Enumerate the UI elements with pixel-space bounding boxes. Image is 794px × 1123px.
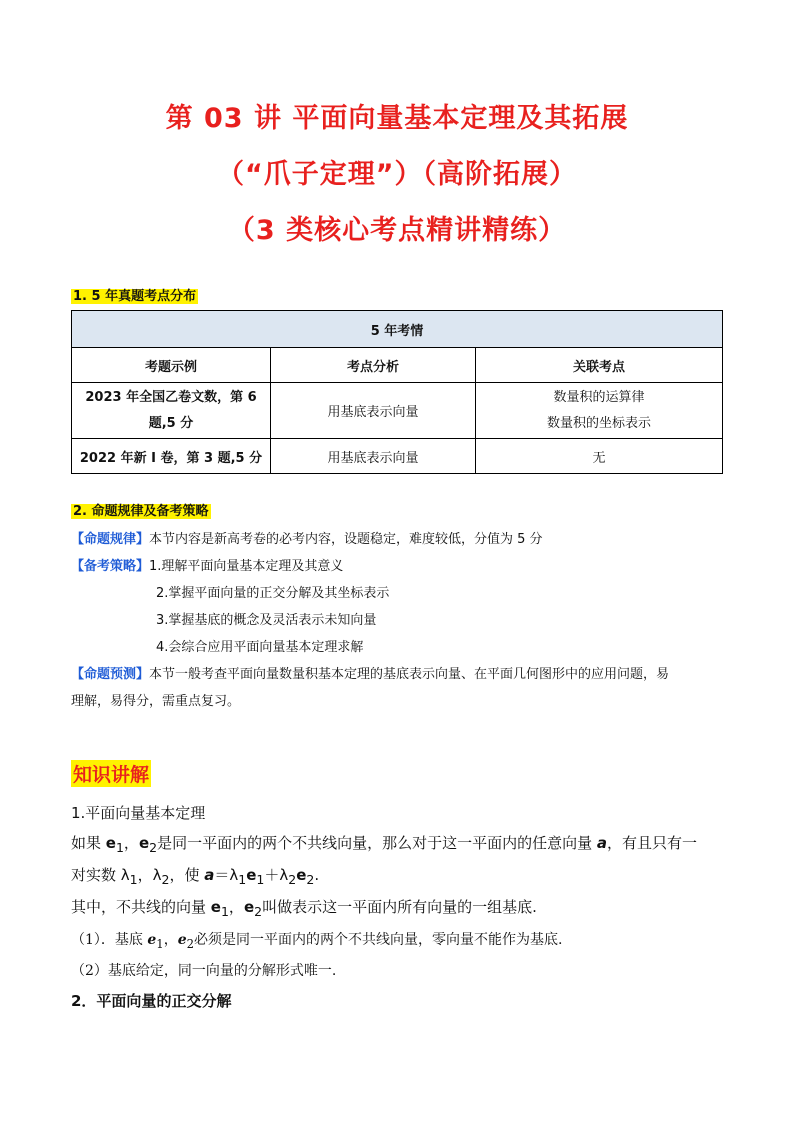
related-item: 数量积的坐标表示 (546, 415, 651, 431)
table-cell-analysis: 用基底表示向量 (271, 383, 476, 439)
theorem-paragraph-line2: 对实数 $\lambda_1$，$\lambda_2$，使 $a=\lambda_1e_1+\lambda_2e_2$. (71, 866, 320, 887)
rule-tag: 【命题规律】 (71, 532, 150, 547)
table-header-analysis: 考点分析 (271, 348, 476, 383)
title-line-1: 第 03 讲 平面向量基本定理及其拓展 (165, 103, 629, 134)
strategy-item: 3.掌握基底的概念及灵活表示未知向量 (156, 613, 377, 628)
section1-heading-text: 1. 5 年真题考点分布 (73, 289, 197, 304)
related-item: 数量积的运算律 (553, 389, 645, 405)
title-line-2: （“爪子定理”）（高阶拓展） (217, 159, 577, 190)
table-cell-example: 2023 年全国乙卷文数，第 6 题,5 分 (72, 383, 271, 439)
title-line-3: （3 类核心考点精讲精练） (227, 215, 567, 246)
table-row (72, 439, 723, 474)
rule-line (71, 528, 543, 547)
subheading-orthogonal: 2．平面向量的正交分解 (71, 992, 232, 1010)
table-cell-related: 无 (476, 439, 723, 474)
subheading-basic-theorem: 1.平面向量基本定理 (71, 804, 206, 822)
exam-table (71, 310, 723, 474)
table-cell-analysis: 用基底表示向量 (271, 439, 476, 474)
strategy-tag: 【备考策略】 (71, 559, 150, 574)
knowledge-heading: 知识讲解 (71, 760, 151, 787)
section2-heading-text: 2. 命题规律及备考策略 (73, 504, 209, 519)
strategy-line (71, 555, 343, 574)
table-cell-example: 2022 年新 I 卷，第 3 题,5 分 (72, 439, 271, 474)
predict-text-continued: 理解，易得分，需重点复习。 (71, 694, 241, 709)
predict-line (71, 663, 669, 682)
strategy-item: 2.掌握平面向量的正交分解及其坐标表示 (156, 586, 390, 601)
table-cell-related (476, 383, 723, 439)
predict-tag: 【命题预测】 (71, 667, 150, 682)
theorem-paragraph-line1: 如果 $e_1$，$e_2$是同一平面内的两个不共线向量，那么对于这一平面内的任意向量 a，有且只有一 (71, 834, 697, 855)
note-1: （1）．基底 $e_1$，$e_2$必须是同一平面内的两个不共线向量，零向量不能作为基底. (71, 932, 563, 951)
strategy-item: 1.理解平面向量基本定理及其意义 (149, 559, 344, 574)
basis-paragraph: 其中，不共线的向量 $e_1$，$e_2$叫做表示这一平面内所有向量的一组基底. (71, 898, 537, 919)
rule-text: 本节内容是新高考卷的必考内容，设题稳定，难度较低，分值为 5 分 (149, 532, 543, 547)
table-header-example: 考题示例 (72, 348, 271, 383)
predict-text: 本节一般考查平面向量数量积基本定理的基底表示向量、在平面几何图形中的应用问题，易 (149, 667, 670, 682)
strategy-item: 4.会综合应用平面向量基本定理求解 (156, 640, 364, 655)
table-header-related: 关联考点 (476, 348, 723, 383)
table-row (72, 383, 723, 439)
table-caption: 5 年考情 (72, 311, 723, 348)
section2-heading (71, 500, 211, 519)
note-2: （2）基底给定，同一向量的分解形式唯一. (71, 963, 337, 979)
section1-heading (71, 285, 198, 304)
